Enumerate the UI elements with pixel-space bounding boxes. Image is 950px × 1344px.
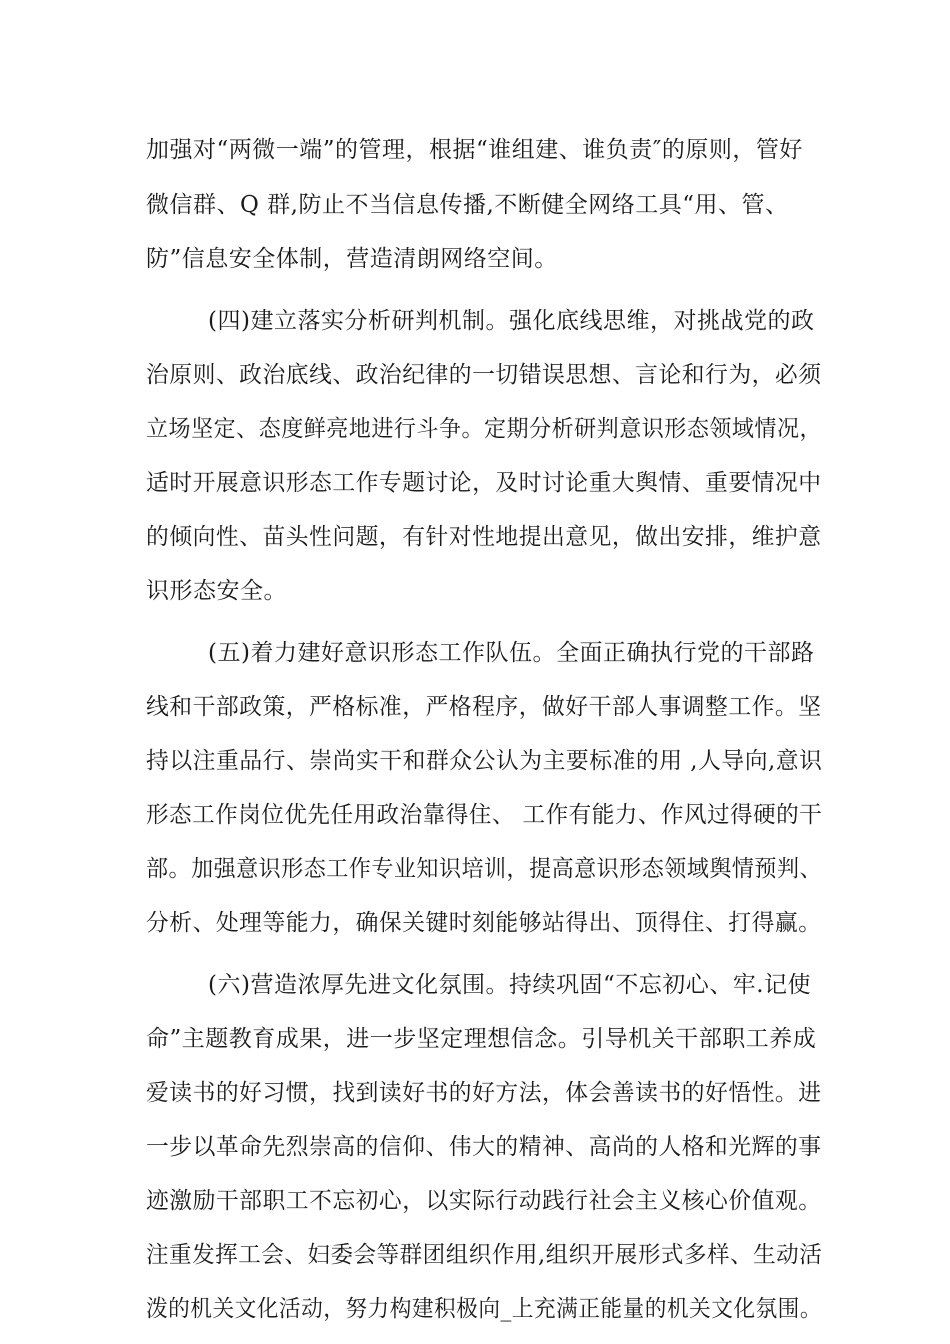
text-line: 一步以革命先烈崇高的信仰、伟大的精神、高尚的人格和光辉的事 [146, 1134, 822, 1160]
paragraph-heading-6: (六)营造浓厚先进文化氛围。持续巩固“不忘初心、牢.记使 [208, 972, 812, 998]
text-line: 防”信息安全体制，营造清朗网络空间。 [146, 246, 558, 272]
text-line: 命”主题教育成果，进一步坚定理想信念。引导机关干部职工养成 [146, 1026, 817, 1052]
text-line: 分析、处理等能力，确保关键时刻能够站得出、顶得住、打得赢。 [146, 910, 822, 936]
text-line: 线和干部政策，严格标准，严格程序，做好干部人事调整工作。坚 [146, 694, 822, 720]
text-line: 加强对“两微一端”的管理，根据“谁组建、谁负责″的原则，管好 [146, 137, 803, 163]
text-line: 适时开展意识形态工作专题讨论，及时讨论重大舆情、重要情况中 [146, 470, 822, 496]
text-line: 持以注重品行、崇尚实干和群众公认为主要标准的用 ,人导向,意识 [146, 748, 823, 774]
text-line: 形态工作岗位优先任用政治靠得住、 工作有能力、作风过得硬的干 [146, 802, 823, 828]
text-line: 立场坚定、态度鲜亮地进行斗争。定期分析研判意识形态领域情况， [146, 416, 823, 442]
text-line: 识形态安全。 [146, 578, 287, 604]
paragraph-heading-5: (五)着力建好意识形态工作队伍。全面正确执行党的干部路 [208, 640, 815, 666]
text-line: 的倾向性、苗头性问题，有针对性地提出意见，做出安排，维护意 [146, 524, 822, 550]
text-line: 迹激励干部职工不忘初心，以实际行动践行社会主义核心价值观。 [146, 1188, 822, 1214]
text-line: 微信群、Q 群,防止不当信息传播,不断健全网络工具“用、管、 [146, 192, 789, 218]
paragraph-heading-4: (四)建立落实分析研判机制。强化底线思维，对挑战党的政 [208, 308, 815, 334]
text-line: 治原则、政治底线、政治纪律的一切错误思想、言论和行为，必须 [146, 362, 822, 388]
text-line: 爱读书的好习惯，找到读好书的好方法，体会善读书的好悟性。进 [146, 1080, 822, 1106]
text-line: 注重发挥工会、妇委会等群团组织作用,组织开展形式多样、生动活 [146, 1242, 823, 1268]
text-line: 部。加强意识形态工作专业知识培训，提高意识形态领域舆情预判、 [146, 856, 823, 882]
text-line: 泼的机关文化活动，努力构建积极向_上充满正能量的机关文化氛围。 [146, 1296, 822, 1322]
